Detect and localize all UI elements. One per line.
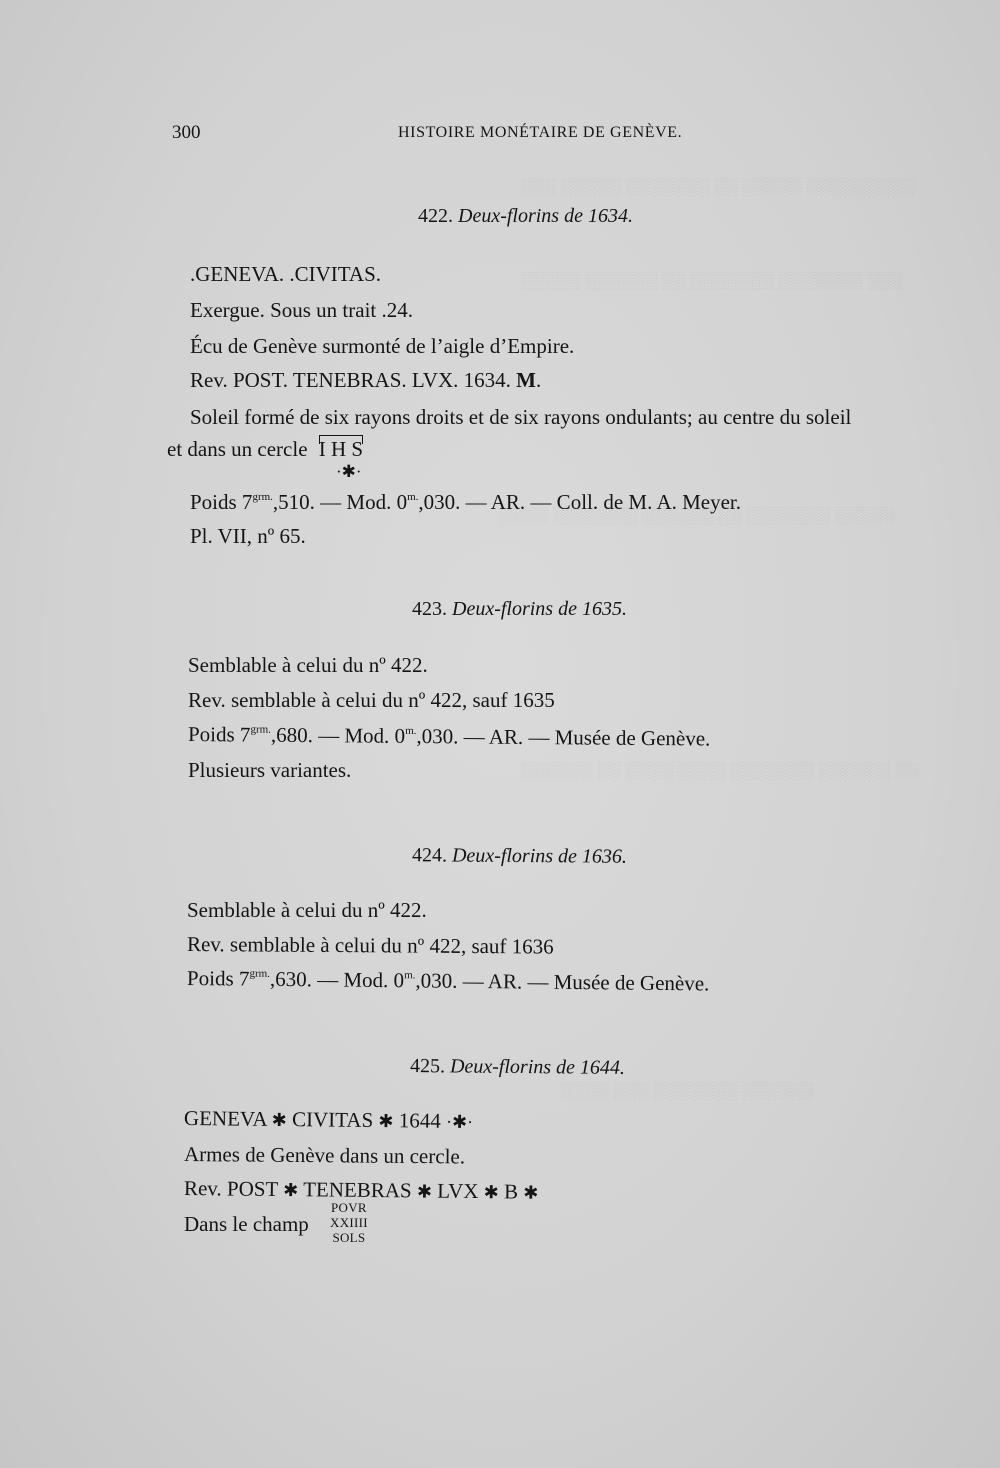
exergue-line: Exergue. Sous un trait .24. [190, 298, 414, 322]
entry-title-425 [410, 1055, 625, 1080]
field-line: XXIIII [330, 1215, 368, 1230]
mod-value: ,030. — AR. — Musée de Genève. [416, 723, 711, 751]
field-inscription [330, 1200, 368, 1245]
rosette-icon: ✱ [283, 1180, 299, 1201]
legend-word: CIVITAS [291, 1107, 374, 1132]
obverse-description: Semblable à celui du nº 422. [188, 653, 428, 677]
weight-line [187, 966, 710, 996]
rosette-icon: ✱ [378, 1111, 394, 1132]
entry-title-text: Deux-florins de 1644. [449, 1055, 626, 1079]
reverse-description-cont [167, 437, 363, 462]
weight-unit: grm. [252, 491, 273, 503]
mint-mark: M [516, 368, 536, 392]
legend-word: B [503, 1179, 519, 1204]
entry-title-text: Deux-florins de 1636. [451, 844, 628, 868]
obverse-description: Semblable à celui du nº 422. [187, 898, 427, 922]
reverse-legend: Rev. POST. TENEBRAS. LVX. 1634. M. [190, 368, 542, 392]
rosette-icon: ✱ [483, 1182, 499, 1203]
ihs-monogram [319, 437, 363, 462]
mod-unit: m. [404, 969, 416, 982]
obverse-description: Armes de Genève dans un cercle. [183, 1142, 466, 1169]
rosette-icon: ✱ [271, 1109, 287, 1131]
entry-title-424 [412, 844, 627, 869]
weight-value: ,630. — Mod. 0 [269, 966, 405, 993]
ihs-under-mark: ·✱· [336, 462, 362, 481]
weight-line [190, 490, 741, 515]
mod-value: ,030. — AR. — Coll. de M. A. Meyer. [418, 490, 742, 514]
obverse-legend: .GENEVA. .CIVITAS. [190, 262, 382, 286]
legend-word: Rev. POST [183, 1176, 279, 1201]
entry-title-422 [418, 205, 633, 228]
mod-value: ,030. — AR. — Musée de Genève. [415, 968, 710, 996]
legend-word: 1644 [398, 1108, 441, 1133]
show-through-text: ░░░░ ░░░ ░░░░░░░ ░░░░░░ [560, 1081, 814, 1100]
ihs-bar [319, 435, 363, 444]
mod-unit: m. [407, 491, 419, 503]
mod-unit: m. [405, 724, 417, 737]
legend-word: GENEVA [183, 1106, 267, 1131]
legend-word: LVX [437, 1178, 479, 1204]
plate-reference: Pl. VII, nº 65. [190, 524, 306, 548]
entry-number: 422. [418, 205, 453, 227]
reverse-description: Rev. semblable à celui du nº 422, sauf 1636 [186, 932, 554, 959]
weight-line [188, 722, 711, 752]
reverse-legend-text: Rev. POST. TENEBRAS. LVX. 1634. [190, 368, 517, 392]
ihs-text: I H S [318, 437, 364, 461]
show-through-text: ░░░ ░░░░░ ░░░░░░░ ░░ ░░░░░ ░░░░░░░░░ [520, 177, 915, 196]
page-number: 300 [172, 122, 201, 143]
weight-prefix: Poids 7 [190, 490, 253, 514]
entry-number: 425. [409, 1055, 446, 1078]
show-through-text: ░░░░ ░░░░░░░ ░░░░░░ ░░ ░░░░░░░ ░░░░░ [500, 506, 895, 525]
entry-number: 423. [412, 598, 447, 620]
field-line: POVR [331, 1200, 367, 1215]
entry-title-423 [412, 598, 627, 621]
weight-prefix: Poids 7 [187, 722, 251, 747]
entry-title-text: Deux-florins de 1634. [458, 205, 633, 227]
rosette-icon: ·✱· [445, 1111, 474, 1133]
show-through-text: ░░░░░ ░░░░░░ ░░ ░░░░░░░ ░░░░░░░ ░░░ [520, 271, 903, 290]
entry-title-text: Deux-florins de 1635. [452, 598, 627, 620]
cercle-text: et dans un cercle [167, 437, 308, 461]
weight-prefix: Poids 7 [186, 966, 250, 991]
weight-value: ,510. — Mod. 0 [272, 490, 408, 514]
field-line: SOLS [332, 1230, 366, 1245]
legend-word: TENEBRAS [303, 1177, 412, 1203]
variants-note: Plusieurs variantes. [188, 758, 352, 782]
weight-value: ,680. — Mod. 0 [270, 722, 406, 748]
entry-number: 424. [411, 844, 448, 867]
show-through-text: ░░░░░░ ░░ ░░░░ ░░░░ ░░░░░░░ ░░░░░░ ░░ [520, 761, 919, 780]
weight-unit: grm. [250, 723, 272, 736]
description-line: Écu de Genève surmonté de l’aigle d’Empire. [190, 334, 575, 358]
rosette-icon: ✱ [416, 1181, 433, 1202]
rosette-icon: ✱ [523, 1182, 539, 1203]
weight-unit: grm. [249, 967, 271, 980]
reverse-description: Rev. semblable à celui du nº 422, sauf 1635 [188, 688, 555, 712]
field-label: Dans le champ [184, 1212, 309, 1236]
running-title: HISTOIRE MONÉTAIRE DE GENÈVE. [398, 124, 683, 141]
reverse-description: Soleil formé de six rayons droits et de six rayons ondulants; au centre du soleil [190, 405, 852, 429]
obverse-legend [184, 1106, 473, 1134]
